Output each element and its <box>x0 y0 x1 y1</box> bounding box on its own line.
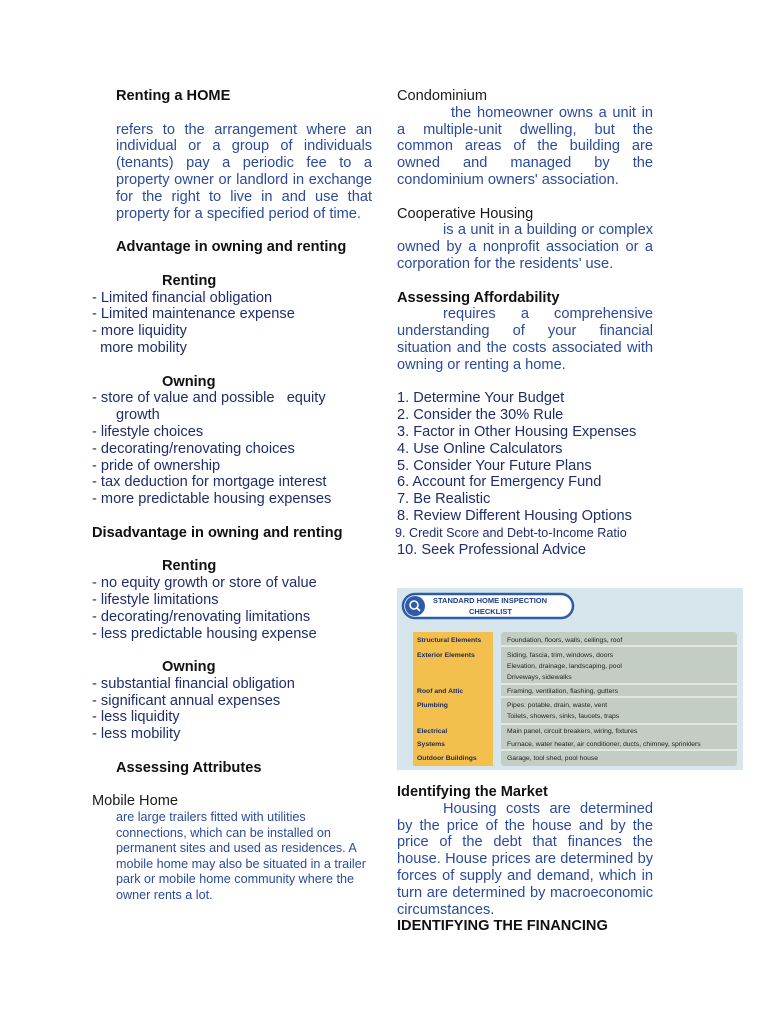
checklist-title-1: STANDARD HOME INSPECTION <box>433 596 548 605</box>
disadvantage-renting-subheading: Renting <box>162 558 217 575</box>
list-item: 5. Consider Your Future Plans <box>397 457 592 474</box>
checklist-item: Furnace, water heater, air conditioner, ducts, chimney, sprinklers <box>507 741 701 748</box>
list-item: - store of value and possible equity <box>92 390 326 407</box>
list-item: - lifestyle limitations <box>92 591 219 608</box>
checklist-item: Main panel, circuit breakers, wiring, fixtures <box>507 728 638 735</box>
list-item: 2. Consider the 30% Rule <box>397 407 564 424</box>
category-label: Exterior Elements <box>417 652 475 659</box>
list-item: - more liquidity <box>92 323 187 340</box>
checklist-item: Garage, tool shed, pool house <box>507 755 599 762</box>
list-item: growth <box>116 407 160 424</box>
condominium-heading: Condominium <box>397 88 488 104</box>
list-item: more mobility <box>92 339 187 356</box>
list-item: - Limited maintenance expense <box>92 306 295 323</box>
left-column <box>92 88 372 903</box>
list-item: - decorating/renovating choices <box>92 440 295 457</box>
disadvantage-heading: Disadvantage in owning and renting <box>92 524 343 541</box>
list-item: - less liquidity <box>92 709 180 726</box>
disadvantage-owning-subheading: Owning <box>162 659 216 676</box>
affordability-definition: requires a comprehensive understanding of your financial situation and the costs associated with owning or renting a home. <box>397 306 653 373</box>
list-item: - tax deduction for mortgage interest <box>92 474 327 491</box>
checklist-item: Elevation, drainage, landscaping, pool <box>507 663 622 670</box>
renting-home-definition: refers to the arrangement where an individual or a group of individuals (tenants) pay a periodic fee to a property owner or landlord in exchange for the right to live in and use that property for a specified period of time. <box>116 121 372 222</box>
list-item: 1. Determine Your Budget <box>397 390 565 407</box>
list-item: 9. Credit Score and Debt-to-Income Ratio <box>395 525 627 540</box>
list-item: - less predictable housing expense <box>92 625 317 642</box>
advantage-owning-subheading: Owning <box>162 373 216 390</box>
list-item: 4. Use Online Calculators <box>397 440 563 457</box>
assessing-attributes-heading: Assessing Attributes <box>116 759 262 776</box>
category-label: Systems <box>417 741 445 748</box>
list-item: 7. Be Realistic <box>397 491 491 508</box>
checklist-item: Driveways, sidewalks <box>507 674 572 681</box>
checklist-item: Toilets, showers, sinks, faucets, traps <box>507 713 620 720</box>
list-item: 6. Account for Emergency Fund <box>397 474 602 491</box>
list-item: - no equity growth or store of value <box>92 575 317 592</box>
category-label: Outdoor Buildings <box>417 755 477 762</box>
renting-home-heading: Renting a HOME <box>116 88 231 104</box>
right-column <box>397 88 653 558</box>
condominium-definition: the homeowner owns a unit in a multiple-unit dwelling, but the common areas of the building are owned and managed by the condominium owners' association. <box>397 104 653 188</box>
checklist-item: Siding, fascia, trim, windows, doors <box>507 652 614 659</box>
list-item: - substantial financial obligation <box>92 675 295 692</box>
mobile-home-heading: Mobile Home <box>92 793 178 810</box>
list-item: - decorating/renovating limitations <box>92 608 311 625</box>
list-item: 10. Seek Professional Advice <box>397 541 587 558</box>
category-label: Roof and Attic <box>417 688 464 695</box>
list-item: - pride of ownership <box>92 457 221 474</box>
mobile-home-definition: are large trailers fitted with utilities connections, which can be installed on permanent sites and used as residences. A mobile home may also be situated in a trailer park or mobile home community where the owner rents a lot. <box>116 810 366 902</box>
category-label: Electrical <box>417 728 448 735</box>
list-item: - lifestyle choices <box>92 423 204 440</box>
checklist-title-2: CHECKLIST <box>469 607 512 616</box>
advantage-renting-subheading: Renting <box>162 272 217 289</box>
market-definition: Housing costs are determined by the price of the house and by the price of the debt that finances the house. House prices are determined by forces of supply and demand, which in turn are determined by macroeconomic circumstances. <box>397 800 653 918</box>
checklist-item: Pipes: potable, drain, waste, vent <box>507 702 608 709</box>
market-heading: Identifying the Market <box>397 784 548 800</box>
checklist-item: Framing, ventilation, flashing, gutters <box>507 688 619 695</box>
list-item: 8. Review Different Housing Options <box>397 507 632 524</box>
category-label: Structural Elements <box>417 637 482 644</box>
list-item: 3. Factor in Other Housing Expenses <box>397 423 637 440</box>
home-inspection-checklist <box>397 588 743 770</box>
affordability-heading: Assessing Affordability <box>397 289 560 306</box>
cooperative-housing-definition: is a unit in a building or complex owned by a nonprofit association or a corporation for the residents' use. <box>397 222 653 272</box>
checklist-item: Foundation, floors, walls, ceilings, roof <box>507 637 623 644</box>
list-item: - less mobility <box>92 726 181 743</box>
list-item: - Limited financial obligation <box>92 289 273 306</box>
list-item: - significant annual expenses <box>92 692 281 709</box>
search-icon <box>405 596 425 616</box>
market-section <box>397 784 653 935</box>
advantage-heading: Advantage in owning and renting <box>116 239 347 256</box>
category-label: Plumbing <box>417 702 448 709</box>
list-item: - more predictable housing expenses <box>92 491 332 508</box>
cooperative-housing-heading: Cooperative Housing <box>397 205 534 222</box>
financing-heading: IDENTIFYING THE FINANCING <box>397 918 608 935</box>
